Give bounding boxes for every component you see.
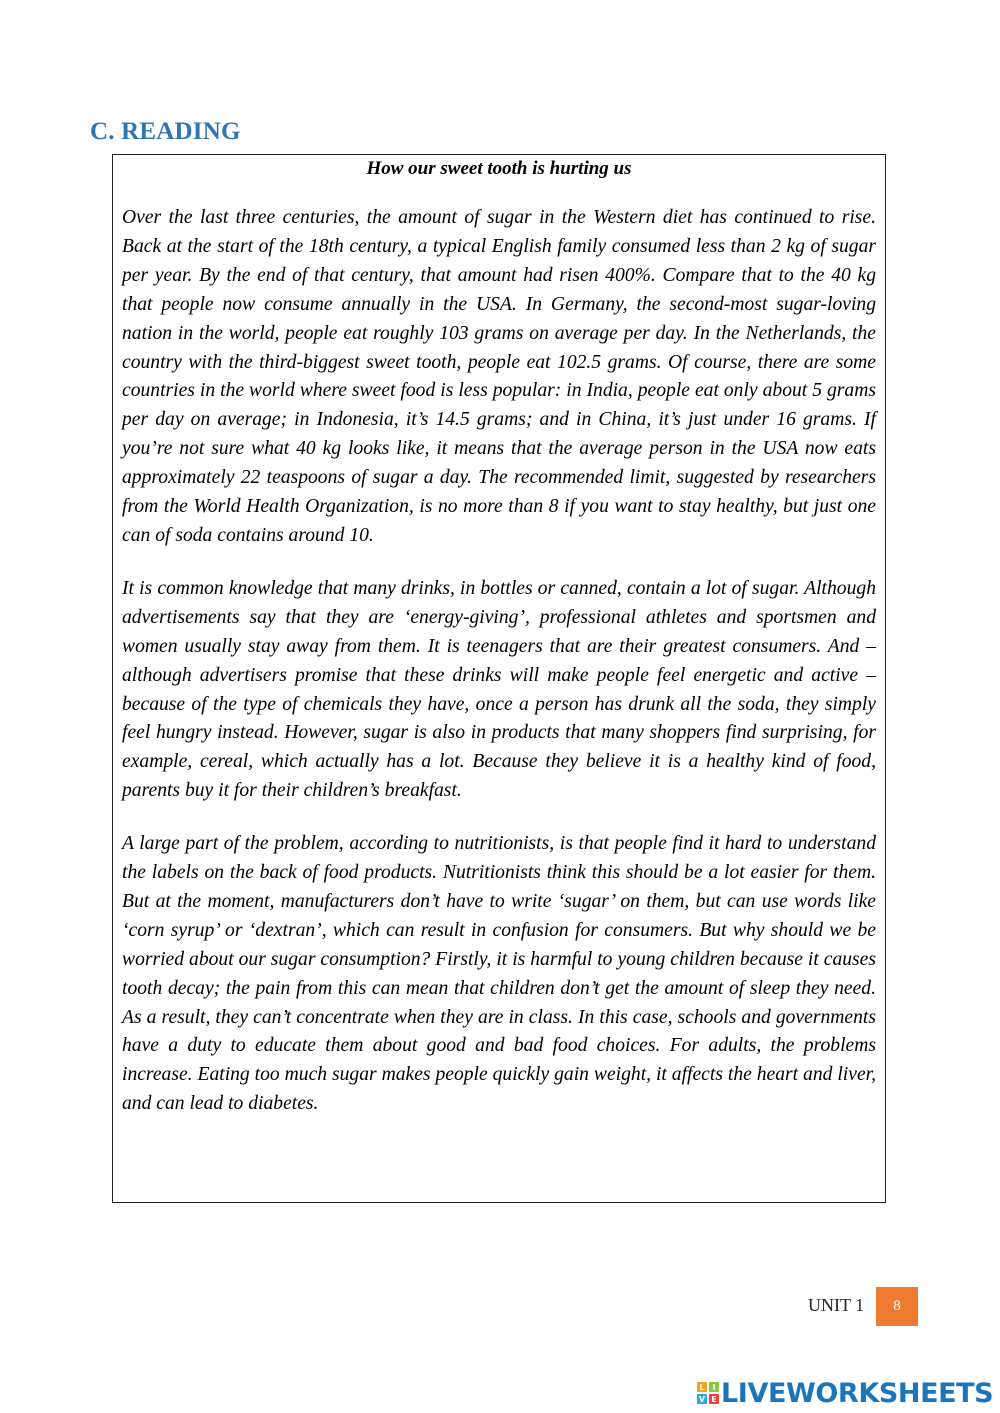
logo-letter-l: L	[697, 1382, 707, 1392]
reading-paragraph-2: It is common knowledge that many drinks, in bottles or canned, contain a lot of sugar. Although advertisements say that they are ‘energy-giving’, professional athletes and sportsmen and women usually stay away from them. It is teenagers that are their greatest consumers. And – although advertisers promise that these drinks will make people feel energetic and active – because of the type of chemicals they have, once a person has drunk all the soda, they simply feel hungry instead. However, sugar is also in products that many shoppers find surprising, for example, cereal, which actually has a lot. Because they believe it is a healthy kind of food, parents buy it for their children’s breakfast.	[122, 577, 876, 802]
logo-letter-e: E	[709, 1394, 719, 1404]
page-number-badge: 8	[876, 1287, 918, 1326]
liveworksheets-wordmark: LIVEWORKSHEETS	[721, 1377, 994, 1409]
liveworksheets-logo-icon	[697, 1382, 719, 1404]
unit-label: UNIT 1	[808, 1295, 865, 1315]
reading-paragraph-3: A large part of the problem, according to nutritionists, is that people find it hard to understand the labels on the back of food products. Nutritionists think this should be a lot easier for them. But at the moment, manufacturers don’t have to write ‘sugar’ on them, but can use words like ‘corn syrup’ or ‘dextran’, which can result in confusion for consumers. But why should we be worried about our sugar consumption? Firstly, it is harmful to young children because it causes tooth decay; the pain from this can mean that children don’t get the amount of sleep they need. As a result, they can’t concentrate when they are in class. In this case, schools and governments have a duty to educate them about good and bad food choices. For adults, the problems increase. Eating too much sugar makes people quickly gain weight, it affects the heart and liver, and can lead to diabetes.	[122, 833, 876, 1115]
liveworksheets-logo[interactable]	[697, 1375, 993, 1411]
reading-paragraph-1: Over the last three centuries, the amount of sugar in the Western diet has continued to rise. Back at the start of the 18th century, a typical English family consumed less than 2 kg of sugar per year. By the end of that century, that amount had risen 400%. Compare that to the 40 kg that people now consume annually in the USA. In Germany, the second-most sugar-loving nation in the world, people eat roughly 103 grams on average per day. In the Netherlands, the country with the third-biggest sweet tooth, people eat 102.5 grams. Of course, there are some countries in the world where sweet food is less popular: in India, people eat only about 5 grams per day on average; in Indonesia, it’s 14.5 grams; and in China, it’s just under 16 grams. If you’re not sure what 40 kg looks like, it means that the average person in the USA now eats approximately 22 teaspoons of sugar a day. The recommended limit, suggested by researchers from the World Health Organization, is no more than 8 if you want to stay healthy, but just one can of soda contains around 10.	[122, 207, 876, 546]
logo-letter-i: I	[709, 1382, 719, 1392]
reading-passage-box	[112, 154, 886, 1203]
reading-title: How our sweet tooth is hurting us	[366, 158, 632, 179]
section-heading: C. READING	[90, 118, 241, 145]
logo-letter-v: V	[698, 1394, 706, 1404]
